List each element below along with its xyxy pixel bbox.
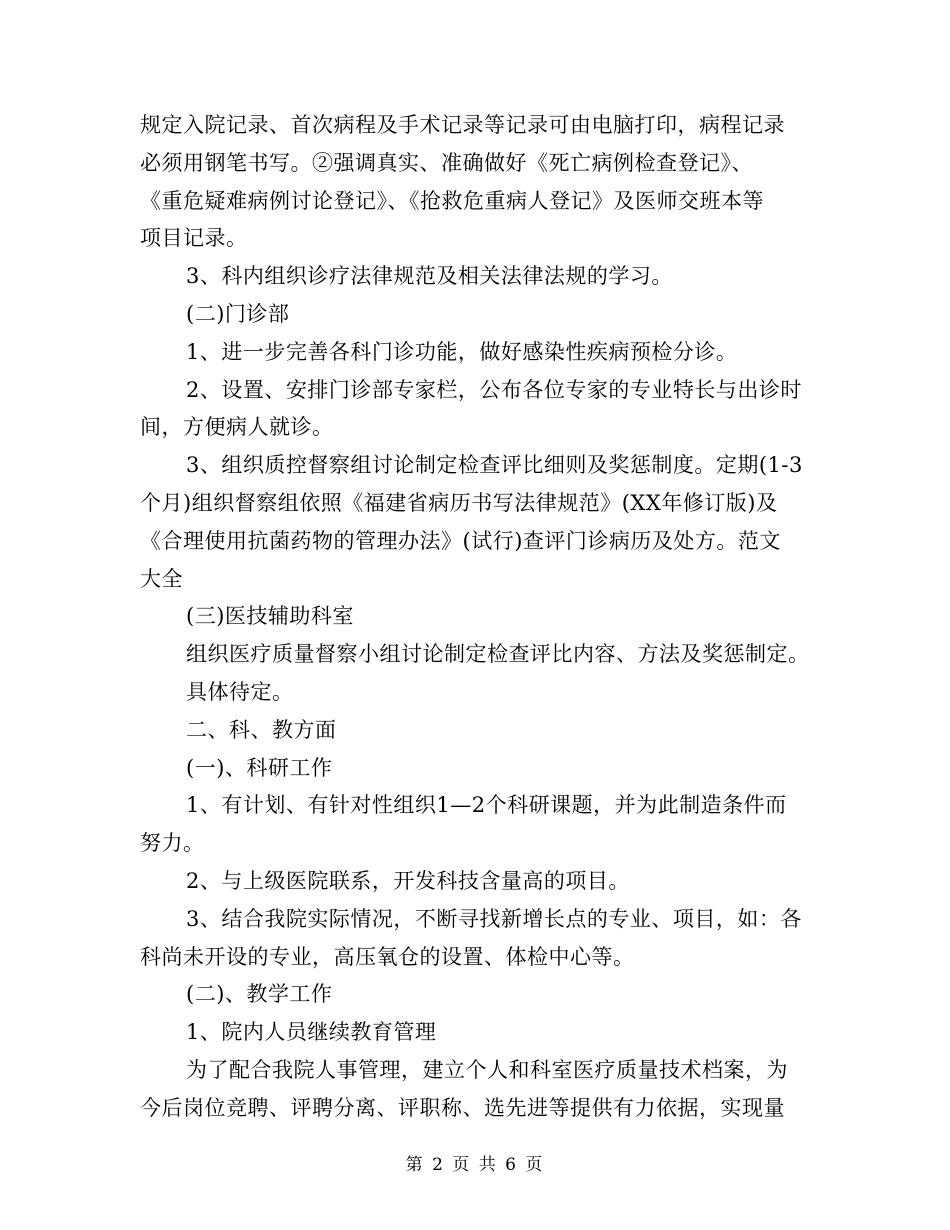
- text-line: 个月)组织督察组依照《福建省病历书写法律规范》(XX年修订版)及: [140, 490, 778, 515]
- text-line: (二)门诊部: [186, 301, 290, 326]
- text-line: 规定入院记录、首次病程及手术记录等记录可由电脑打印，病程记录: [140, 113, 785, 137]
- text-line: 《重危疑难病例讨论登记》、《抢救危重病人登记》及医师交班本等: [140, 188, 764, 213]
- document-body: [140, 107, 820, 1128]
- text-line: 间，方便病人就诊。: [140, 415, 334, 440]
- text-line: 3、结合我院实际情况，不断寻找新增长点的专业、项目，如：各: [186, 906, 802, 931]
- text-line: 为了配合我院人事管理，建立个人和科室医疗质量技术档案，为: [186, 1057, 788, 1082]
- text-line: 2、设置、安排门诊部专家栏，公布各位专家的专业特长与出诊时: [186, 377, 802, 402]
- text-line: 努力。: [140, 831, 205, 856]
- text-line: (一)、科研工作: [186, 755, 333, 780]
- text-line: 项目记录。: [140, 226, 248, 251]
- page-footer: 第 2 页 共 6 页: [405, 1155, 545, 1175]
- text-line: 科尚未开设的专业，高压氧仓的设置、体检中心等。: [140, 944, 635, 969]
- text-line: 3、组织质控督察组讨论制定检查评比细则及奖惩制度。定期(1-3: [186, 453, 803, 478]
- text-line: 具体待定。: [186, 679, 294, 704]
- text-line: 2、与上级医院联系，开发科技含量高的项目。: [186, 868, 630, 893]
- text-line: 1、院内人员继续教育管理: [186, 1020, 437, 1045]
- text-line: 3、科内组织诊疗法律规范及相关法律法规的学习。: [186, 264, 673, 289]
- text-line: (三)医技辅助科室: [186, 604, 354, 629]
- text-line: 组织医疗质量督察小组讨论制定检查评比内容、方法及奖惩制定。: [186, 642, 810, 667]
- text-line: 今后岗位竞聘、评聘分离、评职称、选先进等提供有力依据，实现量: [140, 1095, 785, 1120]
- text-line: 1、进一步完善各科门诊功能，做好感染性疾病预检分诊。: [186, 339, 738, 364]
- text-line: 《合理使用抗菌药物的管理办法》(试行)查评门诊病历及处方。范文: [140, 528, 781, 553]
- text-line: 1、有计划、有针对性组织1—2个科研课题，并为此制造条件而: [186, 793, 787, 818]
- text-line: 二、科、教方面: [186, 717, 337, 742]
- text-line: (二)、教学工作: [186, 982, 333, 1007]
- text-line: 大全: [140, 566, 183, 591]
- text-line: 必须用钢笔书写。②强调真实、准确做好《死亡病例检查登记》、: [140, 150, 753, 175]
